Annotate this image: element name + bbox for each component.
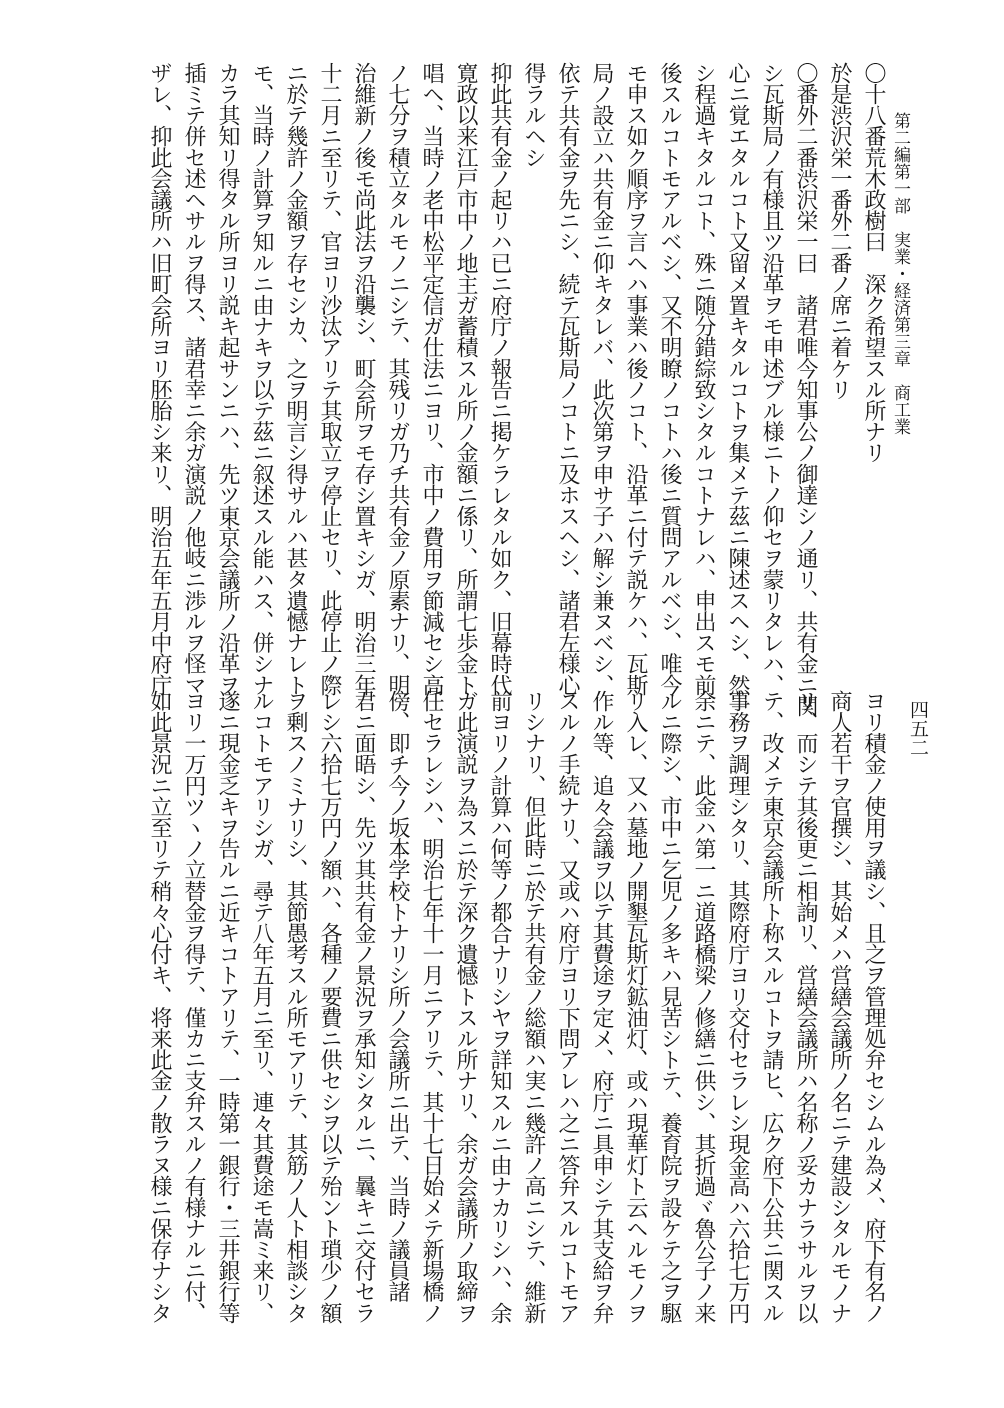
text-column: 唱ヘ、当時ノ老中松平定信ガ仕法ニヨリ、市中ノ費用ヲ節減セシ高 xyxy=(419,62,444,696)
text-column: ニ於テ幾許ノ金額ヲ存セシカ、之ヲ明言シ得サルハ甚タ遺憾ナレト xyxy=(283,62,308,696)
text-column: モ、当時ノ計算ヲ知ルニ由ナキヲ以テ茲ニ叙述スル能ハス、併シナ xyxy=(249,62,274,696)
header-volume: 第二編 xyxy=(890,112,910,163)
text-column: モ申ス如ク順序ヲ言ヘハ事業ハ後ノコト、沿革ニ付テ説ケハ、瓦斯 xyxy=(623,62,648,696)
text-column: カラ其知リ得タル所ヨリ説キ起サンニハ、先ツ東京会議所ノ沿革ヲ xyxy=(215,62,240,696)
text-column: リシナリ、但此時ニ於テ共有金ノ総額ハ実ニ幾許ノ高ニシテ、維新 xyxy=(521,690,546,1324)
text-column: ヨリ一万円ツヽノ立替金ヲ得テ、僅カニ支弁スルノ有様ナルニ付、 xyxy=(181,690,206,1324)
page-number: 四五二 xyxy=(907,700,929,757)
text-column: ノ七分ヲ積立タルモノニシテ、其残リガ乃チ共有金ノ原素ナリ、明 xyxy=(385,62,410,696)
header-chapter: 第三章 商工業 xyxy=(890,316,910,435)
text-column: 君ニ面晤シ、先ツ其共有金ノ景況ヲ承知シタルニ、曩キニ交付セラ xyxy=(351,690,376,1324)
text-column: ヨリ積金ノ使用ヲ議シ、且之ヲ管理処弁セシムル為メ、府下有名ノ xyxy=(861,690,886,1324)
text-column: 商人若干ヲ官撰シ、其始メハ営繕会議所ノ名ニテ建設シタルモノナ xyxy=(827,690,852,1324)
text-column: 作ル等、追々会議ヲ以テ其費途ヲ定メ、府庁ニ具申シテ其支給ヲ弁 xyxy=(589,690,614,1324)
text-column: ルニ際シ、市中ニ乞児ノ多キハ見苦シトテ、養育院ヲ設ケテ之ヲ駆 xyxy=(657,690,682,1324)
text-column: 後スルコトモアルベシ、又不明瞭ノコトハ後ニ質問アルベシ、唯今 xyxy=(657,62,682,696)
text-column: リ、而シテ其後更ニ相詢リ、営繕会議所ハ名称ノ妥カナラサルヲ以 xyxy=(793,690,818,1324)
text-column: 寛政以来江戸市中ノ地主ガ蓄積スル所ノ金額ニ係リ、所謂七歩金ト xyxy=(453,62,478,696)
header-part: 第一部 実業・経済 xyxy=(890,163,910,316)
text-column: 〇十八番荒木政樹曰 深ク希望スル所ナリ xyxy=(861,62,886,463)
text-column: 於是渋沢栄一番外二番ノ席ニ着ケリ xyxy=(827,62,852,400)
text-column: 依テ共有金ヲ先ニシ、続テ瓦斯局ノコトニ及ホスヘシ、諸君左様心 xyxy=(555,62,580,696)
text-column: テ、改メテ東京会議所ト称スルコトヲ請ヒ、広ク府下公共ニ関スル xyxy=(759,690,784,1324)
text-column: スルノ手続ナリ、又或ハ府庁ヨリ下問アレハ之ニ答弁スルコトモア xyxy=(555,690,580,1324)
text-column: シ瓦斯局ノ有様且ツ沿革ヲモ申述ブル様ニトノ仰セヲ蒙リタレハ、 xyxy=(759,62,784,696)
text-column: 抑此共有金ノ起リハ已ニ府庁ノ報告ニ掲ケラレタル如ク、旧幕時代 xyxy=(487,62,512,696)
text-column: 治維新ノ後モ尚此法ヲ沿襲シ、町会所ヲモ存シ置キシガ、明治三年 xyxy=(351,62,376,696)
text-column: ザレ、抑此会議所ハ旧町会所ヨリ胚胎シ来リ、明治五年五月中府庁 xyxy=(147,62,172,696)
text-column: 余ニテ、此金ハ第一ニ道路橋梁ノ修繕ニ供シ、其折過ヾ魯公子ノ来 xyxy=(691,690,716,1324)
text-column: ヲ剰スノミナリシ、其節愚考スル所モアリテ、其筋ノ人ト相談シタ xyxy=(283,690,308,1324)
text-column: 任セラレシハ、明治七年十一月ニアリテ、其十七日始メテ新場橋ノ xyxy=(419,690,444,1324)
text-column: ガ此演説ヲ為スニ於テ深ク遺憾トスル所ナリ、余ガ会議所ノ取締ヲ xyxy=(453,690,478,1324)
text-column: 前ヨリノ計算ハ何等ノ都合ナリシヤヲ詳知スルニ由ナカリシハ、余 xyxy=(487,690,512,1324)
text-column: ルコトモアリシガ、尋テ八年五月ニ至リ、連々其費途モ嵩ミ来リ、 xyxy=(249,690,274,1324)
text-column: リ入レ、又ハ墓地ノ開墾瓦斯灯鉱油灯、或ハ現華灯ト云ヘルモノヲ xyxy=(623,690,648,1324)
text-column: 十二月ニ至リテ、官ヨリ沙汰アリテ其取立ヲ停止セリ、此停止ノ際 xyxy=(317,62,342,696)
text-column: 如此景況ニ立至リテ稍々心付キ、将来此金ノ散ラヌ様ニ保存ナシタ xyxy=(147,690,172,1324)
text-column: 事務ヲ調理シタリ、其際府庁ヨリ交付セラレシ現金高ハ六拾七万円 xyxy=(725,690,750,1324)
running-header xyxy=(890,112,926,435)
text-column: 〇番外二番渋沢栄一曰 諸君唯今知事公ノ御達シノ通リ、共有金ニ関 xyxy=(793,62,818,717)
text-column: 插ミテ併セ述ヘサルヲ得ス、諸君幸ニ余ガ演説ノ他岐ニ渉ルヲ怪マ xyxy=(181,62,206,696)
text-column: 局ノ設立ハ共有金ニ仰キタレバ、此次第ヲ申サ子ハ解シ兼ヌベシ、 xyxy=(589,62,614,696)
text-column: 遂ニ現金乏キヲ告ルニ近キコトアリテ、一時第一銀行・三井銀行等 xyxy=(215,690,240,1324)
text-column: 心ニ覚エタルコト又留メ置キタルコトヲ集メテ茲ニ陳述スヘシ、然 xyxy=(725,62,750,696)
text-column: 得ラルヘシ xyxy=(521,62,546,168)
text-column: 傍、即チ今ノ坂本学校トナリシ所ノ会議所ニ出テ、当時ノ議員諸 xyxy=(385,690,410,1302)
text-column: シ程過キタルコト、殊ニ随分錯綜致シタルコトナレハ、申出スモ前 xyxy=(691,62,716,696)
text-column: レシ六拾七万円ノ額ハ、各種ノ要費ニ供セシヲ以テ殆ント瑣少ノ額 xyxy=(317,690,342,1324)
